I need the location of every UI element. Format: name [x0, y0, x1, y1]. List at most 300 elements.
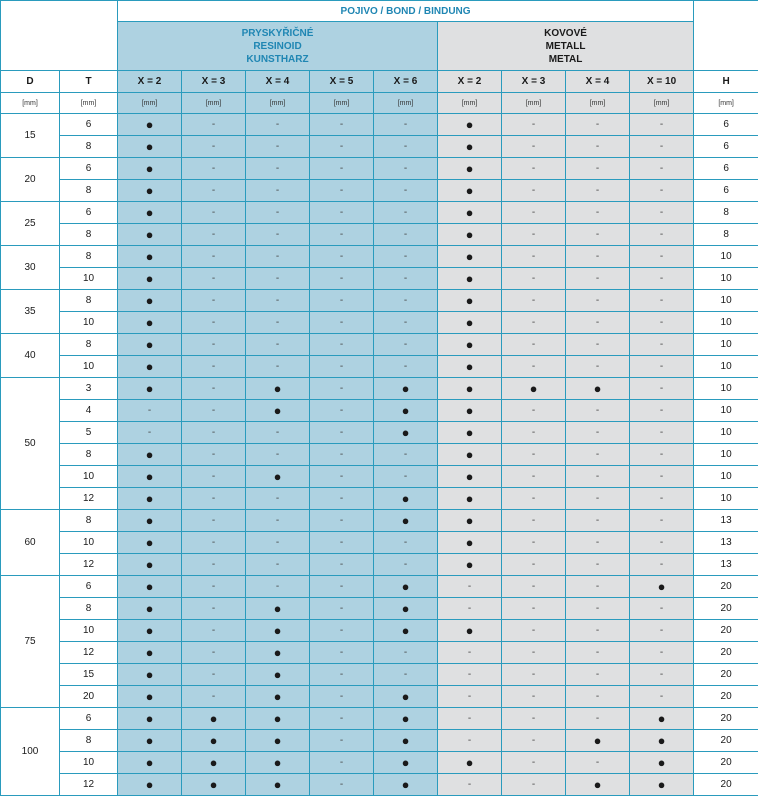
- cell-metal-x10-unavailable: -: [630, 444, 694, 466]
- cell-resinoid-x4-unavailable: -: [246, 554, 310, 576]
- cell-t: 10: [60, 466, 118, 488]
- cell-resinoid-x5-unavailable: -: [310, 378, 374, 400]
- cell-d: 60: [1, 510, 60, 576]
- cell-metal-x2-available: ●: [438, 268, 502, 290]
- bond-title: POJIVO / BOND / BINDUNG: [118, 1, 694, 22]
- cell-resinoid-x5-unavailable: -: [310, 686, 374, 708]
- metal-label-en: METAL: [438, 53, 693, 66]
- unit-resinoid-x6: [mm]: [374, 93, 438, 114]
- cell-resinoid-x6-unavailable: -: [374, 180, 438, 202]
- table-row: [1, 620, 758, 642]
- cell-resinoid-x3-unavailable: -: [182, 554, 246, 576]
- cell-d: 20: [1, 158, 60, 202]
- cell-metal-x3-unavailable: -: [502, 752, 566, 774]
- cell-metal-x2-available: ●: [438, 312, 502, 334]
- cell-resinoid-x4-unavailable: -: [246, 532, 310, 554]
- cell-resinoid-x5-unavailable: -: [310, 708, 374, 730]
- cell-metal-x3-unavailable: -: [502, 664, 566, 686]
- cell-resinoid-x2-available: ●: [118, 268, 182, 290]
- cell-resinoid-x3-available: ●: [182, 752, 246, 774]
- cell-metal-x3-unavailable: -: [502, 246, 566, 268]
- cell-metal-x2-unavailable: -: [438, 708, 502, 730]
- cell-resinoid-x5-unavailable: -: [310, 224, 374, 246]
- cell-resinoid-x3-unavailable: -: [182, 598, 246, 620]
- cell-metal-x10-unavailable: -: [630, 202, 694, 224]
- cell-resinoid-x5-unavailable: -: [310, 730, 374, 752]
- cell-t: 6: [60, 576, 118, 598]
- table-row: [1, 444, 758, 466]
- cell-resinoid-x6-available: ●: [374, 422, 438, 444]
- cell-metal-x10-unavailable: -: [630, 554, 694, 576]
- cell-t: 8: [60, 444, 118, 466]
- cell-resinoid-x4-unavailable: -: [246, 510, 310, 532]
- cell-resinoid-x4-unavailable: -: [246, 202, 310, 224]
- cell-metal-x4-unavailable: -: [566, 202, 630, 224]
- cell-metal-x10-unavailable: -: [630, 598, 694, 620]
- cell-h: 8: [694, 202, 758, 224]
- cell-resinoid-x6-unavailable: -: [374, 334, 438, 356]
- cell-t: 4: [60, 400, 118, 422]
- cell-resinoid-x6-unavailable: -: [374, 642, 438, 664]
- cell-resinoid-x2-available: ●: [118, 642, 182, 664]
- cell-resinoid-x3-unavailable: -: [182, 576, 246, 598]
- cell-resinoid-x5-unavailable: -: [310, 290, 374, 312]
- cell-resinoid-x3-unavailable: -: [182, 400, 246, 422]
- cell-metal-x10-unavailable: -: [630, 334, 694, 356]
- unit-resinoid-x2: [mm]: [118, 93, 182, 114]
- cell-metal-x4-unavailable: -: [566, 136, 630, 158]
- table-row: [1, 202, 758, 224]
- cell-resinoid-x4-unavailable: -: [246, 576, 310, 598]
- cell-metal-x3-unavailable: -: [502, 158, 566, 180]
- col-header-metal-x2: X = 2: [438, 71, 502, 93]
- cell-h: 10: [694, 378, 758, 400]
- cell-metal-x2-available: ●: [438, 466, 502, 488]
- cell-h: 13: [694, 510, 758, 532]
- cell-metal-x4-unavailable: -: [566, 246, 630, 268]
- cell-resinoid-x2-available: ●: [118, 312, 182, 334]
- cell-resinoid-x2-available: ●: [118, 664, 182, 686]
- cell-resinoid-x6-unavailable: -: [374, 158, 438, 180]
- cell-metal-x4-unavailable: -: [566, 664, 630, 686]
- cell-resinoid-x2-available: ●: [118, 774, 182, 796]
- cell-resinoid-x3-available: ●: [182, 708, 246, 730]
- table-row: [1, 730, 758, 752]
- cell-metal-x10-unavailable: -: [630, 268, 694, 290]
- cell-d: 25: [1, 202, 60, 246]
- cell-metal-x10-unavailable: -: [630, 136, 694, 158]
- cell-metal-x2-unavailable: -: [438, 598, 502, 620]
- cell-resinoid-x3-unavailable: -: [182, 158, 246, 180]
- table-row: [1, 510, 758, 532]
- cell-resinoid-x4-unavailable: -: [246, 488, 310, 510]
- cell-resinoid-x4-available: ●: [246, 642, 310, 664]
- cell-h: 20: [694, 686, 758, 708]
- cell-metal-x4-unavailable: -: [566, 576, 630, 598]
- cell-t: 8: [60, 730, 118, 752]
- cell-metal-x4-available: ●: [566, 774, 630, 796]
- cell-metal-x10-available: ●: [630, 708, 694, 730]
- cell-metal-x2-unavailable: -: [438, 730, 502, 752]
- cell-resinoid-x3-unavailable: -: [182, 532, 246, 554]
- cell-resinoid-x5-unavailable: -: [310, 664, 374, 686]
- cell-resinoid-x4-unavailable: -: [246, 444, 310, 466]
- unit-metal-x10: [mm]: [630, 93, 694, 114]
- cell-h: 13: [694, 554, 758, 576]
- unit-t: [mm]: [60, 93, 118, 114]
- cell-resinoid-x6-unavailable: -: [374, 356, 438, 378]
- cell-resinoid-x5-unavailable: -: [310, 554, 374, 576]
- cell-resinoid-x3-unavailable: -: [182, 356, 246, 378]
- cell-resinoid-x6-unavailable: -: [374, 136, 438, 158]
- cell-metal-x4-unavailable: -: [566, 158, 630, 180]
- table-row: [1, 488, 758, 510]
- cell-resinoid-x3-unavailable: -: [182, 488, 246, 510]
- cell-h: 10: [694, 290, 758, 312]
- cell-t: 6: [60, 202, 118, 224]
- cell-resinoid-x3-unavailable: -: [182, 444, 246, 466]
- cell-resinoid-x2-available: ●: [118, 444, 182, 466]
- table-row: [1, 422, 758, 444]
- table-row: [1, 774, 758, 796]
- header-blank-left: [1, 1, 118, 71]
- cell-metal-x2-available: ●: [438, 620, 502, 642]
- table-row: [1, 180, 758, 202]
- cell-resinoid-x3-unavailable: -: [182, 136, 246, 158]
- cell-resinoid-x6-unavailable: -: [374, 202, 438, 224]
- cell-metal-x10-unavailable: -: [630, 642, 694, 664]
- cell-resinoid-x6-unavailable: -: [374, 224, 438, 246]
- cell-metal-x4-unavailable: -: [566, 708, 630, 730]
- cell-metal-x4-unavailable: -: [566, 114, 630, 136]
- col-header-resinoid-x4: X = 4: [246, 71, 310, 93]
- col-header-resinoid-x6: X = 6: [374, 71, 438, 93]
- cell-metal-x2-available: ●: [438, 334, 502, 356]
- cell-metal-x4-unavailable: -: [566, 422, 630, 444]
- cell-metal-x2-available: ●: [438, 488, 502, 510]
- cell-resinoid-x3-unavailable: -: [182, 664, 246, 686]
- cell-metal-x10-unavailable: -: [630, 312, 694, 334]
- cell-resinoid-x6-unavailable: -: [374, 664, 438, 686]
- cell-resinoid-x3-unavailable: -: [182, 378, 246, 400]
- cell-metal-x4-unavailable: -: [566, 334, 630, 356]
- cell-resinoid-x2-available: ●: [118, 532, 182, 554]
- cell-metal-x2-available: ●: [438, 554, 502, 576]
- cell-resinoid-x2-available: ●: [118, 708, 182, 730]
- cell-h: 20: [694, 730, 758, 752]
- cell-resinoid-x2-unavailable: -: [118, 422, 182, 444]
- cell-metal-x3-unavailable: -: [502, 356, 566, 378]
- cell-metal-x10-available: ●: [630, 774, 694, 796]
- cell-metal-x10-unavailable: -: [630, 246, 694, 268]
- table-row: [1, 378, 758, 400]
- cell-h: 6: [694, 158, 758, 180]
- cell-h: 10: [694, 422, 758, 444]
- cell-t: 10: [60, 312, 118, 334]
- header-blank-right: [694, 1, 758, 71]
- cell-metal-x2-available: ●: [438, 752, 502, 774]
- cell-metal-x3-unavailable: -: [502, 730, 566, 752]
- cell-h: 20: [694, 598, 758, 620]
- unit-metal-x4: [mm]: [566, 93, 630, 114]
- cell-d: 35: [1, 290, 60, 334]
- cell-metal-x10-unavailable: -: [630, 620, 694, 642]
- cell-metal-x4-unavailable: -: [566, 356, 630, 378]
- cell-metal-x10-unavailable: -: [630, 158, 694, 180]
- cell-t: 12: [60, 642, 118, 664]
- cell-resinoid-x5-unavailable: -: [310, 114, 374, 136]
- metal-label-de: METALL: [438, 40, 693, 53]
- cell-resinoid-x2-available: ●: [118, 576, 182, 598]
- cell-metal-x4-unavailable: -: [566, 268, 630, 290]
- cell-t: 12: [60, 488, 118, 510]
- cell-h: 20: [694, 620, 758, 642]
- cell-metal-x4-unavailable: -: [566, 752, 630, 774]
- cell-resinoid-x2-available: ●: [118, 598, 182, 620]
- cell-resinoid-x5-unavailable: -: [310, 158, 374, 180]
- unit-resinoid-x5: [mm]: [310, 93, 374, 114]
- cell-metal-x3-unavailable: -: [502, 290, 566, 312]
- cell-resinoid-x6-unavailable: -: [374, 268, 438, 290]
- cell-resinoid-x3-unavailable: -: [182, 114, 246, 136]
- cell-h: 10: [694, 444, 758, 466]
- cell-h: 13: [694, 532, 758, 554]
- cell-metal-x10-available: ●: [630, 576, 694, 598]
- cell-metal-x4-unavailable: -: [566, 312, 630, 334]
- cell-h: 20: [694, 774, 758, 796]
- cell-resinoid-x4-unavailable: -: [246, 158, 310, 180]
- table-row: [1, 554, 758, 576]
- cell-metal-x10-unavailable: -: [630, 400, 694, 422]
- cell-resinoid-x6-available: ●: [374, 378, 438, 400]
- resinoid-label-de: KUNSTHARZ: [118, 53, 437, 66]
- cell-metal-x10-unavailable: -: [630, 510, 694, 532]
- cell-t: 8: [60, 290, 118, 312]
- cell-metal-x2-available: ●: [438, 202, 502, 224]
- cell-h: 20: [694, 752, 758, 774]
- cell-metal-x4-unavailable: -: [566, 400, 630, 422]
- resinoid-label-cz: PRYSKYŘIČNÉ: [118, 27, 437, 40]
- cell-metal-x2-unavailable: -: [438, 576, 502, 598]
- table-row: [1, 268, 758, 290]
- cell-resinoid-x4-unavailable: -: [246, 224, 310, 246]
- table-row: [1, 224, 758, 246]
- cell-metal-x3-unavailable: -: [502, 642, 566, 664]
- cell-metal-x10-available: ●: [630, 752, 694, 774]
- cell-resinoid-x4-available: ●: [246, 686, 310, 708]
- unit-resinoid-x3: [mm]: [182, 93, 246, 114]
- col-header-metal-x3: X = 3: [502, 71, 566, 93]
- cell-h: 6: [694, 136, 758, 158]
- unit-metal-x3: [mm]: [502, 93, 566, 114]
- cell-metal-x3-unavailable: -: [502, 686, 566, 708]
- table-row: [1, 136, 758, 158]
- cell-metal-x4-unavailable: -: [566, 290, 630, 312]
- cell-d: 50: [1, 378, 60, 510]
- cell-d: 75: [1, 576, 60, 708]
- cell-resinoid-x4-unavailable: -: [246, 334, 310, 356]
- cell-metal-x2-available: ●: [438, 224, 502, 246]
- cell-h: 10: [694, 356, 758, 378]
- table-row: [1, 158, 758, 180]
- table-row: [1, 598, 758, 620]
- cell-resinoid-x3-unavailable: -: [182, 202, 246, 224]
- cell-metal-x4-unavailable: -: [566, 488, 630, 510]
- table-row: [1, 246, 758, 268]
- cell-resinoid-x5-unavailable: -: [310, 312, 374, 334]
- table-row: [1, 466, 758, 488]
- cell-metal-x3-unavailable: -: [502, 136, 566, 158]
- cell-metal-x10-unavailable: -: [630, 180, 694, 202]
- cell-metal-x2-available: ●: [438, 114, 502, 136]
- cell-resinoid-x6-unavailable: -: [374, 290, 438, 312]
- cell-t: 8: [60, 510, 118, 532]
- cell-metal-x2-available: ●: [438, 290, 502, 312]
- col-header-resinoid-x3: X = 3: [182, 71, 246, 93]
- table-body: [1, 114, 758, 796]
- cell-t: 8: [60, 180, 118, 202]
- cell-metal-x2-available: ●: [438, 136, 502, 158]
- cell-metal-x4-unavailable: -: [566, 466, 630, 488]
- cell-metal-x4-unavailable: -: [566, 510, 630, 532]
- cell-metal-x3-unavailable: -: [502, 708, 566, 730]
- cell-metal-x3-unavailable: -: [502, 488, 566, 510]
- cell-t: 10: [60, 356, 118, 378]
- cell-resinoid-x2-available: ●: [118, 290, 182, 312]
- cell-metal-x10-unavailable: -: [630, 290, 694, 312]
- cell-resinoid-x6-unavailable: -: [374, 114, 438, 136]
- cell-resinoid-x3-unavailable: -: [182, 620, 246, 642]
- cell-metal-x3-available: ●: [502, 378, 566, 400]
- cell-resinoid-x6-available: ●: [374, 510, 438, 532]
- table-row: [1, 114, 758, 136]
- cell-metal-x2-unavailable: -: [438, 642, 502, 664]
- cell-resinoid-x4-available: ●: [246, 620, 310, 642]
- cell-resinoid-x6-available: ●: [374, 730, 438, 752]
- cell-resinoid-x3-unavailable: -: [182, 466, 246, 488]
- cell-resinoid-x4-unavailable: -: [246, 422, 310, 444]
- cell-t: 10: [60, 532, 118, 554]
- cell-t: 8: [60, 246, 118, 268]
- cell-resinoid-x2-available: ●: [118, 246, 182, 268]
- cell-metal-x3-unavailable: -: [502, 466, 566, 488]
- cell-resinoid-x2-available: ●: [118, 488, 182, 510]
- cell-metal-x3-unavailable: -: [502, 422, 566, 444]
- cell-resinoid-x5-unavailable: -: [310, 422, 374, 444]
- cell-metal-x10-unavailable: -: [630, 466, 694, 488]
- cell-resinoid-x3-unavailable: -: [182, 180, 246, 202]
- col-header-h: H: [694, 71, 758, 93]
- cell-metal-x3-unavailable: -: [502, 202, 566, 224]
- cell-resinoid-x2-available: ●: [118, 356, 182, 378]
- cell-resinoid-x2-available: ●: [118, 730, 182, 752]
- cell-resinoid-x3-unavailable: -: [182, 224, 246, 246]
- cell-metal-x4-available: ●: [566, 730, 630, 752]
- cell-resinoid-x5-unavailable: -: [310, 334, 374, 356]
- unit-d: [mm]: [1, 93, 60, 114]
- table-row: [1, 664, 758, 686]
- cell-metal-x4-unavailable: -: [566, 686, 630, 708]
- cell-resinoid-x6-available: ●: [374, 598, 438, 620]
- cell-metal-x2-available: ●: [438, 422, 502, 444]
- table-row: [1, 400, 758, 422]
- cell-metal-x3-unavailable: -: [502, 598, 566, 620]
- cell-t: 8: [60, 136, 118, 158]
- cell-t: 6: [60, 158, 118, 180]
- cell-metal-x2-unavailable: -: [438, 686, 502, 708]
- cell-resinoid-x4-available: ●: [246, 774, 310, 796]
- cell-metal-x10-unavailable: -: [630, 422, 694, 444]
- metal-group-header: [438, 22, 694, 71]
- cell-resinoid-x4-unavailable: -: [246, 356, 310, 378]
- cell-metal-x3-unavailable: -: [502, 620, 566, 642]
- cell-metal-x4-unavailable: -: [566, 180, 630, 202]
- cell-resinoid-x4-unavailable: -: [246, 290, 310, 312]
- cell-resinoid-x6-unavailable: -: [374, 532, 438, 554]
- cell-metal-x4-unavailable: -: [566, 642, 630, 664]
- cell-h: 10: [694, 246, 758, 268]
- cell-resinoid-x3-unavailable: -: [182, 246, 246, 268]
- cell-resinoid-x2-available: ●: [118, 554, 182, 576]
- table-row: [1, 312, 758, 334]
- cell-metal-x4-unavailable: -: [566, 620, 630, 642]
- table-row: [1, 576, 758, 598]
- cell-resinoid-x2-available: ●: [118, 180, 182, 202]
- cell-metal-x4-unavailable: -: [566, 532, 630, 554]
- col-header-resinoid-x5: X = 5: [310, 71, 374, 93]
- cell-resinoid-x2-available: ●: [118, 510, 182, 532]
- cell-resinoid-x2-available: ●: [118, 686, 182, 708]
- cell-resinoid-x2-available: ●: [118, 224, 182, 246]
- cell-metal-x4-unavailable: -: [566, 554, 630, 576]
- cell-metal-x3-unavailable: -: [502, 554, 566, 576]
- cell-resinoid-x5-unavailable: -: [310, 620, 374, 642]
- cell-resinoid-x6-available: ●: [374, 774, 438, 796]
- table-row: [1, 290, 758, 312]
- cell-metal-x4-unavailable: -: [566, 598, 630, 620]
- cell-resinoid-x2-available: ●: [118, 620, 182, 642]
- cell-resinoid-x5-unavailable: -: [310, 246, 374, 268]
- cell-resinoid-x4-available: ●: [246, 400, 310, 422]
- cell-resinoid-x3-available: ●: [182, 730, 246, 752]
- cell-metal-x3-unavailable: -: [502, 510, 566, 532]
- cell-t: 10: [60, 268, 118, 290]
- cell-resinoid-x4-available: ●: [246, 708, 310, 730]
- cell-d: 40: [1, 334, 60, 378]
- cell-resinoid-x5-unavailable: -: [310, 642, 374, 664]
- cell-t: 10: [60, 752, 118, 774]
- cell-resinoid-x6-unavailable: -: [374, 246, 438, 268]
- cell-metal-x4-unavailable: -: [566, 224, 630, 246]
- cell-resinoid-x5-unavailable: -: [310, 466, 374, 488]
- table-row: [1, 752, 758, 774]
- cell-t: 20: [60, 686, 118, 708]
- cell-resinoid-x5-unavailable: -: [310, 774, 374, 796]
- cell-metal-x4-unavailable: -: [566, 444, 630, 466]
- cell-t: 10: [60, 620, 118, 642]
- cell-resinoid-x3-unavailable: -: [182, 642, 246, 664]
- cell-metal-x2-available: ●: [438, 532, 502, 554]
- cell-h: 10: [694, 312, 758, 334]
- cell-metal-x10-unavailable: -: [630, 686, 694, 708]
- cell-resinoid-x4-unavailable: -: [246, 180, 310, 202]
- cell-resinoid-x3-unavailable: -: [182, 422, 246, 444]
- cell-resinoid-x4-available: ●: [246, 664, 310, 686]
- cell-metal-x2-available: ●: [438, 510, 502, 532]
- cell-resinoid-x4-unavailable: -: [246, 246, 310, 268]
- cell-resinoid-x2-available: ●: [118, 158, 182, 180]
- cell-d: 100: [1, 708, 60, 796]
